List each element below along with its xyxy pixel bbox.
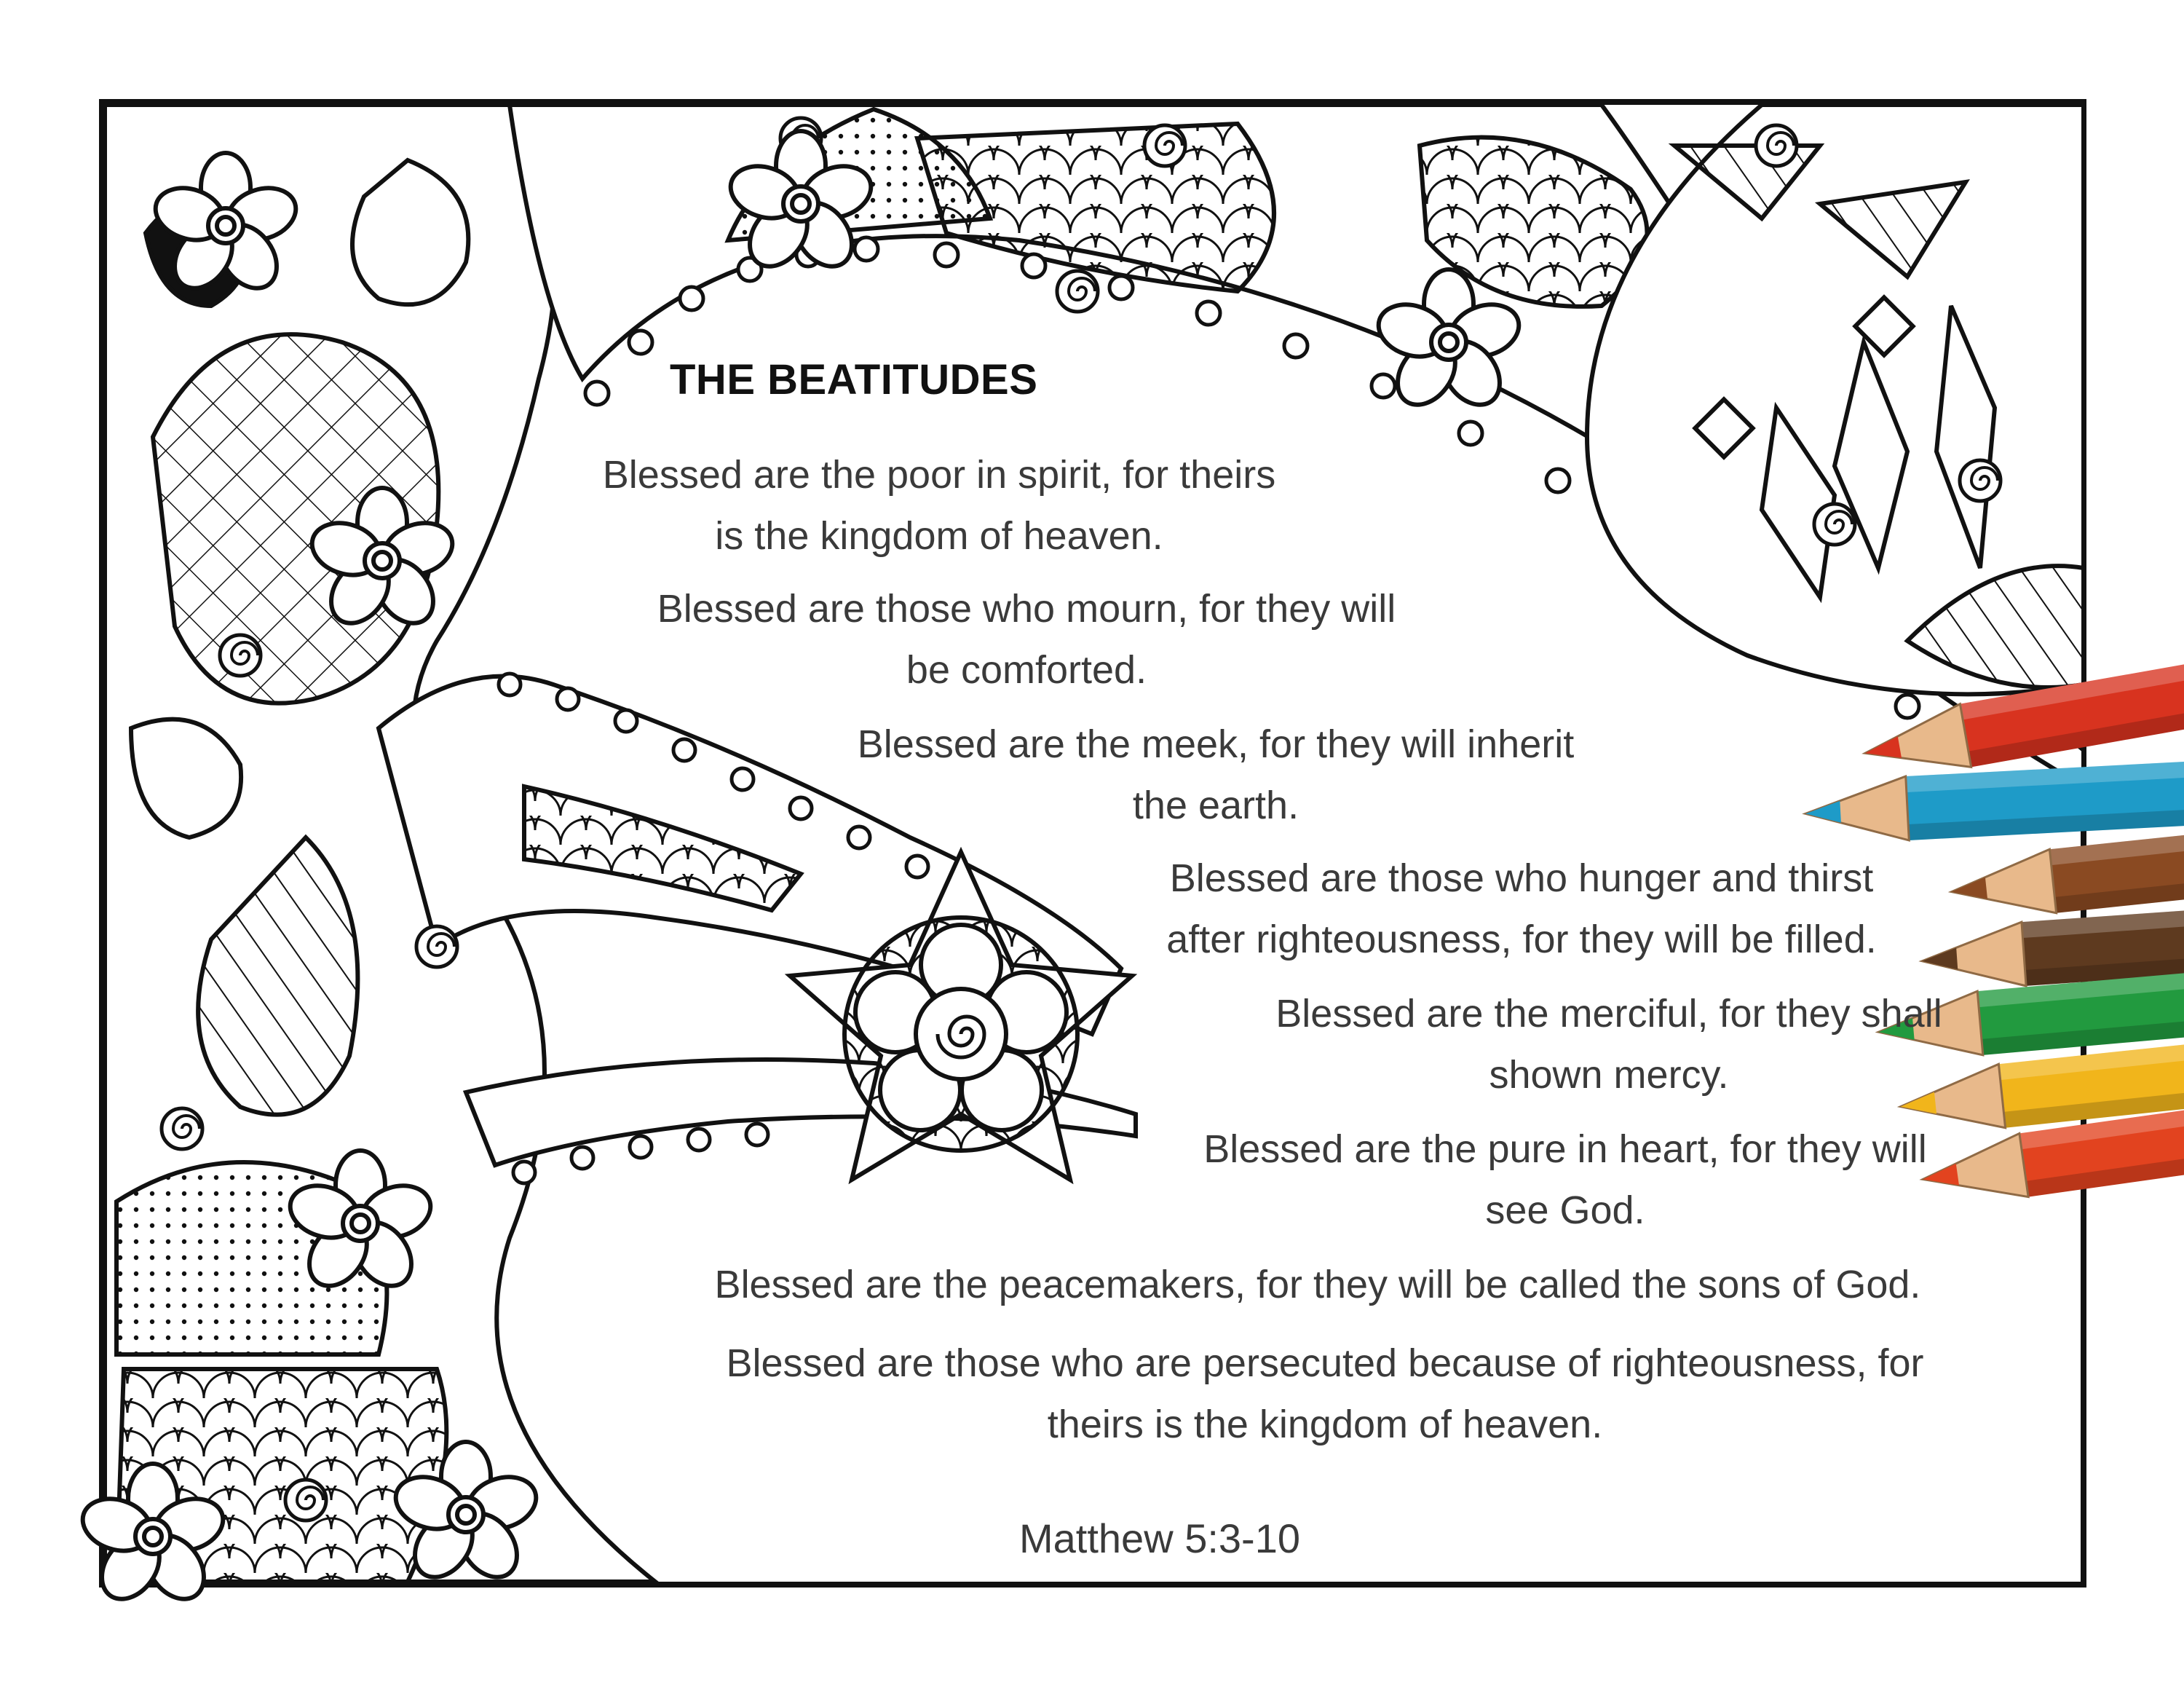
- verse-6: Blessed are the pure in heart, for they will see God.: [1203, 1127, 1927, 1232]
- verse-4: Blessed are those who hunger and thirst after righteousness, for they will be filled.: [1166, 856, 1877, 961]
- verse-5: Blessed are the merciful, for they shall shown mercy.: [1275, 992, 1942, 1097]
- verse-7: Blessed are the peacemakers, for they will be called the sons of God.: [714, 1263, 1921, 1306]
- verse-8: Blessed are those who are persecuted because of righteousness, for theirs is the kingdom of heaven.: [726, 1341, 1924, 1446]
- page-title: THE BEATITUDES: [670, 356, 1038, 403]
- scripture-reference: Matthew 5:3-10: [1019, 1515, 1300, 1561]
- verse-2: Blessed are those who mourn, for they will be comforted.: [657, 587, 1396, 692]
- verse-1: Blessed are the poor in spirit, for theirs is the kingdom of heaven.: [602, 453, 1276, 558]
- verse-3: Blessed are the meek, for they will inherit the earth.: [857, 722, 1575, 827]
